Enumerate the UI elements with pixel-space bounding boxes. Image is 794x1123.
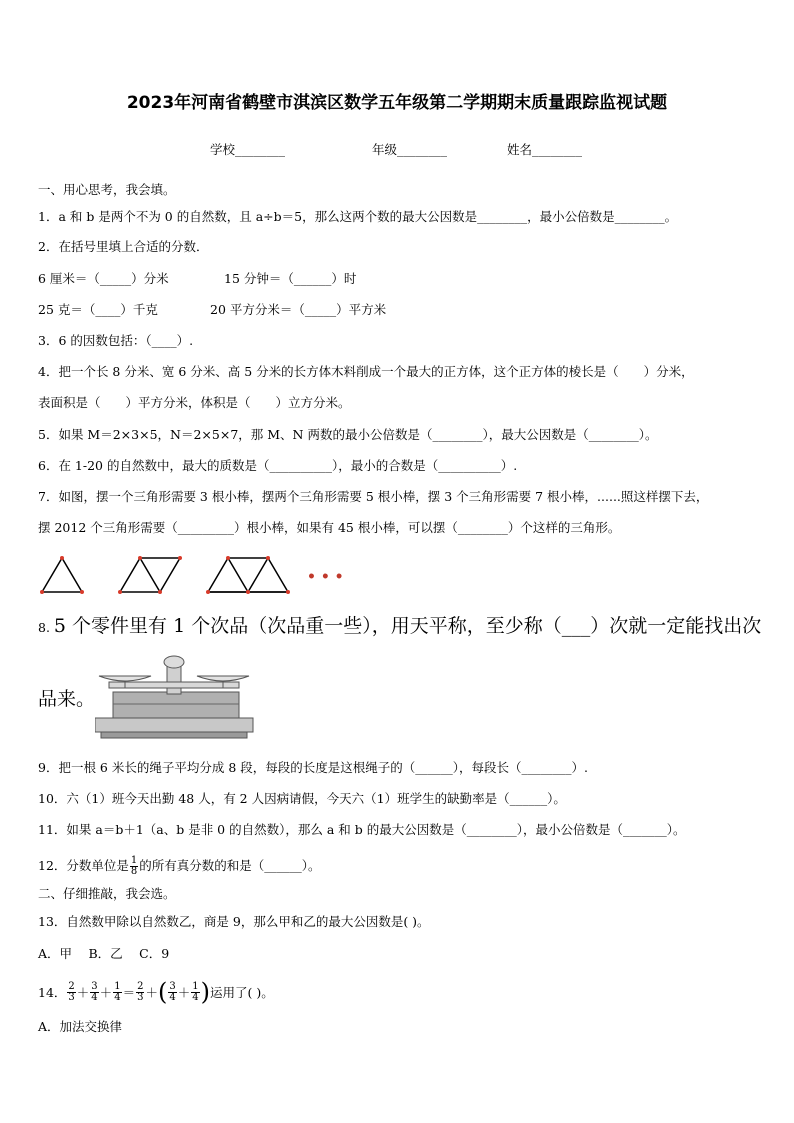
question-2d: 20 平方分米＝（_____）平方米: [210, 302, 387, 317]
fraction-numerator: 1: [130, 854, 138, 866]
numerator: 2: [68, 980, 75, 992]
question-12: [38, 852, 321, 880]
question-13: 13．自然数甲除以自然数乙，商是 9，那么甲和乙的最大公因数是( )。: [38, 914, 430, 929]
question-5: 5．如果 M＝2×3×5，N＝2×5×7，那 M、N 两数的最小公倍数是（________），最大公因数是（________）。: [38, 427, 658, 442]
right-paren: ): [200, 978, 210, 1006]
numerator: 1: [114, 980, 121, 992]
triangle-sticks-figure: [38, 552, 348, 597]
numerator: 2: [137, 980, 144, 992]
question-8-text: 5 个零件里有 1 个次品（次品重一些），用天平称，至少称（___）次就一定能找出次: [53, 615, 762, 637]
fraction: [136, 982, 144, 1003]
question-11: 11．如果 a＝b＋1（a、b 是非 0 的自然数），那么 a 和 b 的最大公因数是（________），最小公倍数是（_______）。: [38, 822, 686, 837]
question-13-options: A．甲 B．乙 C．9: [38, 946, 170, 961]
numerator: 3: [169, 980, 176, 992]
question-2: 2．在括号里填上合适的分数．: [38, 239, 209, 254]
question-14-prefix: 14．: [38, 985, 67, 1000]
balance-scale-image: [95, 652, 255, 740]
continuation-dots: • • •: [307, 569, 344, 585]
question-1: 1．a 和 b 是两个不为 0 的自然数，且 a÷b＝5，那么这两个数的最大公因数是________，最小公倍数是________。: [38, 209, 678, 224]
denominator: 4: [169, 991, 176, 1003]
grade-field: 年级________: [372, 142, 448, 157]
fraction: [90, 982, 98, 1003]
question-2a: 6 厘米＝（_____）分米: [38, 271, 169, 286]
fraction: [67, 982, 75, 1003]
denominator: 4: [192, 991, 199, 1003]
numerator: 3: [91, 980, 98, 992]
question-10: 10．六（1）班今天出勤 48 人，有 2 人因病请假，今天六（1）班学生的缺勤率是（______）。: [38, 791, 566, 806]
question-7-line-2: 摆 2012 个三角形需要（_________）根小棒，如果有 45 根小棒，可以摆（________）个这样的三角形。: [38, 520, 621, 535]
fraction: [168, 982, 176, 1003]
numerator: 1: [192, 980, 199, 992]
question-7-line-1: 7．如图，摆一个三角形需要 3 根小棒，摆两个三角形需要 5 根小棒，摆 3 个三角形需要 7 根小棒，......照这样摆下去，: [38, 489, 709, 504]
name-field: 姓名________: [507, 142, 583, 157]
page-title: 2023年河南省鹤壁市淇滨区数学五年级第二学期期末质量跟踪监视试题: [126, 93, 668, 113]
question-4-line-1: 4．把一个长 8 分米、宽 6 分米、高 5 分米的长方体木料削成一个最大的正方体，这个正方体的棱长是（ ）分米，: [38, 364, 694, 379]
fraction: [191, 982, 199, 1003]
denominator: 3: [68, 991, 75, 1003]
fraction: [113, 982, 121, 1003]
fraction-one-eighth: [130, 856, 138, 877]
question-14: 14． $\frac{2}{3}$ ＋ $\frac{3}{4}$ ＋ $\frac{1}{4}$ ＝ $\frac{2}{3}$ ＋ ( $\frac{3}{4}$ ＋ $\frac{1}{4}$ ) 运用了( )。: [38, 978, 274, 1006]
denominator: 4: [91, 991, 98, 1003]
question-2b: 15 分钟＝（______）时: [224, 271, 357, 286]
question-9: 9．把一根 6 米长的绳子平均分成 8 段，每段的长度是这根绳子的（______），每段长（________）.: [38, 760, 588, 775]
question-14-suffix: 运用了( )。: [209, 985, 274, 1000]
question-12-suffix: 的所有真分数的和是（______）。: [139, 858, 321, 873]
section-1-heading: 一、用心思考，我会填。: [38, 182, 176, 197]
denominator: 3: [137, 991, 144, 1003]
question-12-prefix: 12．分数单位是: [38, 858, 129, 873]
question-2c: 25 克＝（____）千克: [38, 302, 158, 317]
question-4-line-2: 表面积是（ ）平方分米，体积是（ ）立方分米。: [38, 395, 351, 410]
question-8-line-1: [38, 617, 761, 637]
question-6: 6．在 1-20 的自然数中，最大的质数是（__________），最小的合数是（__________）.: [38, 458, 518, 473]
school-field: 学校________: [210, 142, 286, 157]
section-2-heading: 二、仔细推敲，我会选。: [38, 886, 176, 901]
fraction-denominator: 8: [130, 865, 138, 877]
denominator: 4: [114, 991, 121, 1003]
question-14-option-a: A．加法交换律: [38, 1019, 123, 1034]
left-paren: (: [157, 978, 168, 1006]
question-8-number: 8.: [38, 620, 50, 635]
question-3: 3．6 的因数包括：（____）.: [38, 333, 194, 348]
question-8-line-2: [38, 690, 95, 710]
question-8-tail: 品来。: [38, 688, 96, 710]
